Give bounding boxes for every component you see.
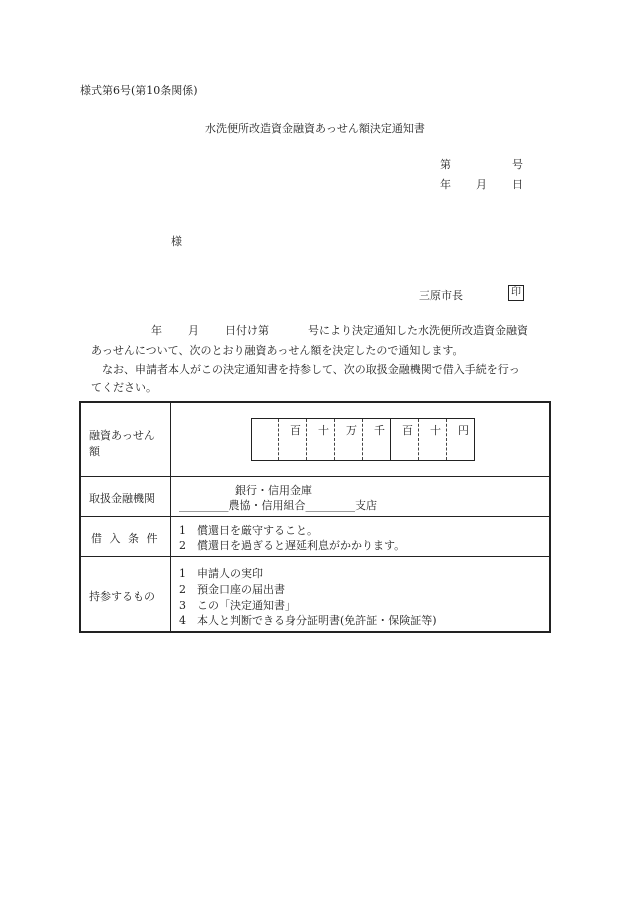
- amount-digit-man: [335, 419, 363, 460]
- issue-number-prefix: 第: [440, 158, 451, 171]
- unit-label: 百: [402, 424, 413, 437]
- institution-bank-line: 銀行・信用金庫: [235, 484, 312, 497]
- amount-digit-yen: [447, 419, 474, 460]
- amount-digit-hyaku-man: [279, 419, 307, 460]
- conditions-row: [81, 517, 549, 557]
- conditions-label: 借 入 条 件: [91, 532, 160, 545]
- unit-label: 十: [430, 424, 441, 437]
- date-year: 年: [440, 178, 451, 191]
- bring-row: [81, 557, 549, 631]
- bring-item-3: 3 この「決定通知書」: [179, 599, 296, 612]
- recipient-honorific: 様: [171, 235, 182, 248]
- document-title: 水洗便所改造資金融資あっせん額決定通知書: [205, 122, 425, 135]
- institution-label: 取扱金融機関: [89, 492, 155, 505]
- institution-value-cell: [171, 477, 549, 516]
- form-number: 様式第6号(第10条関係): [80, 84, 198, 97]
- unit-label: 万: [346, 424, 357, 437]
- bring-label-cell: [81, 557, 171, 631]
- loan-info-table: [79, 401, 551, 633]
- seal-mark: 印: [508, 285, 524, 301]
- body-line-4: てください。: [91, 381, 157, 394]
- institution-branch-line: _________農協・信用組合_________支店: [179, 499, 377, 512]
- amount-label-line2: 額: [89, 445, 100, 458]
- conditions-label-cell: [81, 517, 171, 556]
- amount-box: [251, 418, 475, 461]
- amount-label-line1: 融資あっせん: [89, 429, 155, 442]
- issue-number-suffix: 号: [512, 158, 523, 171]
- date-day: 日: [512, 178, 523, 191]
- condition-item-2: 2 償還日を過ぎると遅延利息がかかります。: [179, 539, 406, 552]
- date-month: 月: [476, 178, 487, 191]
- institution-row: [81, 477, 549, 517]
- body-dated: 日付け第: [225, 324, 269, 337]
- amount-digit-hyaku: [391, 419, 419, 460]
- amount-digit-sen: [363, 419, 391, 460]
- body-line-2: あっせんについて、次のとおり融資あっせん額を決定したので通知します。: [91, 344, 464, 357]
- unit-label: 十: [318, 424, 329, 437]
- body-year: 年: [151, 324, 162, 337]
- amount-row: [81, 403, 549, 477]
- bring-label: 持参するもの: [89, 590, 155, 603]
- amount-digit-0: [252, 419, 279, 460]
- unit-label: 円: [458, 424, 469, 437]
- bring-value-cell: [171, 557, 549, 631]
- bring-item-2: 2 預金口座の届出書: [179, 583, 285, 596]
- unit-label: 百: [290, 424, 301, 437]
- amount-label-cell: [81, 403, 171, 476]
- amount-digit-juu-man: [307, 419, 335, 460]
- condition-item-1: 1 償還日を厳守すること。: [179, 524, 318, 537]
- sender-name: 三原市長: [419, 289, 463, 302]
- body-month: 月: [188, 324, 199, 337]
- body-line-3: なお、申請者本人がこの決定通知書を持参して、次の取扱金融機関で借入手続を行っ: [102, 363, 520, 376]
- body-rest: 号により決定通知した水洗便所改造資金融資: [308, 324, 528, 337]
- amount-value-cell: [171, 403, 549, 476]
- amount-digit-juu: [419, 419, 447, 460]
- bring-item-4: 4 本人と判断できる身分証明書(免許証・保険証等): [179, 614, 437, 627]
- institution-label-cell: [81, 477, 171, 516]
- bring-item-1: 1 申請人の実印: [179, 567, 263, 580]
- conditions-value-cell: [171, 517, 549, 556]
- unit-label: 千: [374, 424, 385, 437]
